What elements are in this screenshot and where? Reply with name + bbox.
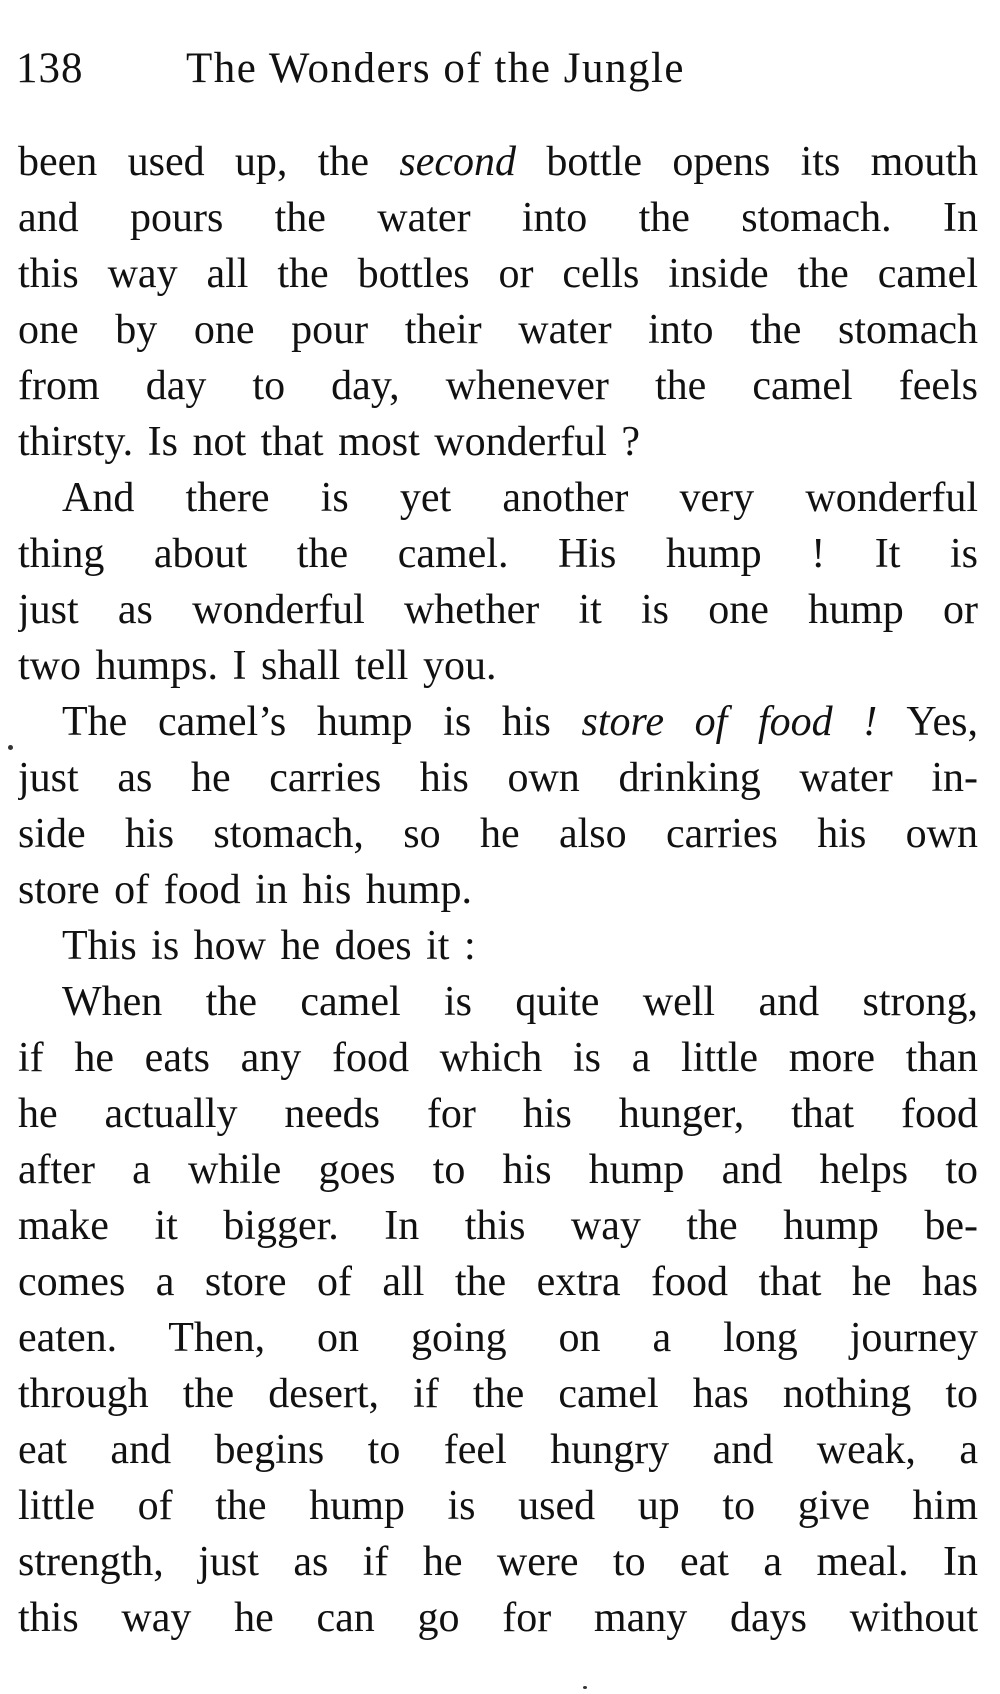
text-line: thirsty. Is not that most wonderful ? — [18, 419, 641, 465]
text-line: store of food in his hump. — [18, 867, 472, 913]
text-line: two humps. I shall tell you. — [18, 643, 497, 689]
emphasis: store of food ! — [581, 699, 878, 745]
text-line: after a while goes to his hump and helps to — [18, 1147, 978, 1193]
text-line: this way he can go for many days without — [18, 1595, 978, 1641]
emphasis: second — [399, 139, 517, 185]
text-line: strength, just as if he were to eat a meal. In — [18, 1539, 978, 1585]
ink-speck — [8, 745, 13, 750]
running-title: The Wonders of the Jungle — [186, 45, 685, 92]
text-line: thing about the camel. His hump ! It is — [18, 531, 978, 577]
text-line: And there is yet another very wonderful — [62, 475, 978, 521]
text-line: This is how he does it : — [62, 923, 476, 969]
text-line: eat and begins to feel hungry and weak, a — [18, 1427, 978, 1473]
text-line: from day to day, whenever the camel feels — [18, 363, 978, 409]
text-line: just as he carries his own drinking water in- — [18, 755, 978, 801]
text-line: just as wonderful whether it is one hump or — [18, 587, 978, 633]
text-line: through the desert, if the camel has nothing to — [18, 1371, 978, 1417]
text-line: eaten. Then, on going on a long journey — [18, 1315, 978, 1361]
text-line: and pours the water into the stomach. In — [18, 195, 978, 241]
text-line: been used up, the second bottle opens its mouth — [18, 139, 978, 185]
text-line: When the camel is quite well and strong, — [62, 979, 978, 1025]
text-line: comes a store of all the extra food that he has — [18, 1259, 978, 1305]
text-line: little of the hump is used up to give him — [18, 1483, 978, 1529]
text-line: he actually needs for his hunger, that food — [18, 1091, 978, 1137]
text-line: side his stomach, so he also carries his own — [18, 811, 978, 857]
text-line: this way all the bottles or cells inside the camel — [18, 251, 978, 297]
running-head — [16, 44, 996, 104]
page-number: 138 — [16, 45, 84, 92]
ink-speck — [583, 1686, 587, 1689]
body-text — [18, 134, 978, 1646]
text-line: one by one pour their water into the stomach — [18, 307, 978, 353]
text-line: make it bigger. In this way the hump be- — [18, 1203, 978, 1249]
text-line: The camel’s hump is his store of food ! Yes, — [62, 699, 978, 745]
text-line: if he eats any food which is a little more than — [18, 1035, 978, 1081]
